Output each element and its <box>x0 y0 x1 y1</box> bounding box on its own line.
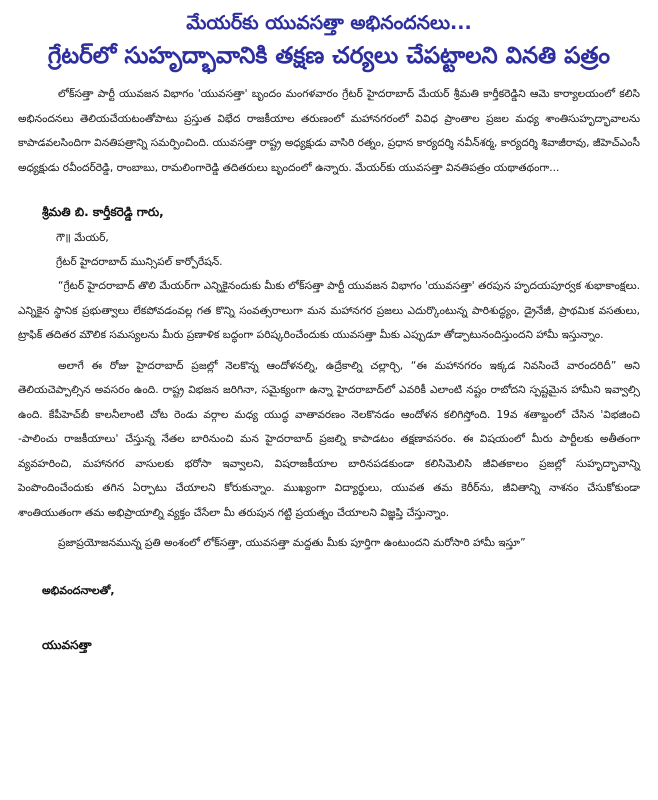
article-kicker: మేయర్‌కు యువసత్తా అభినందనలు... <box>186 12 472 34</box>
letter-address-line: గౌ॥ మేయర్, <box>56 232 109 244</box>
article-title: గ్రేటర్‌లో సుహృద్భావానికి తక్షణ చర్యలు చేపట్టాలని వినతి పత్రం <box>47 43 611 69</box>
letter-salutation: శ్రీమతి బి. కార్తీకరెడ్డి గారు, <box>42 205 164 219</box>
letter-paragraph: ప్రజాప్రయోజనమున్న ప్రతి అంశంలో లోక్‌సత్తా, యువసత్తా మద్దతు మీకు పూర్తిగా ఉంటుందని మరోసారి హామీ ఇస్తూ” <box>58 537 526 549</box>
letter-paragraph: “గ్రేటర్ హైదరాబాద్ తొలి మేయర్‌గా ఎన్నికైనందుకు మీకు లోక్‌సత్తా పార్టీ యువజన విభాగం 'యువసత్తా' తరపున హృదయపూర్వక శుభాకాంక్షలు. ఎన్నికైన స్థానిక ప్రభుత్వాలు లేకపోవడంవల్ల గత కొన్ని సంవత్సరాలుగా మన మహానగర ప్రజలు ఎదుర్కొంటున్న పారిశుద్ధ్యం, డ్రైనేజీ, ప్రాథమిక వసతులు, ట్రాఫిక్ తదితర మౌలిక సమస్యలను మీరు ప్రణాళిక బద్ధంగా పరిష్కరించేందుకు యువసత్తా మీకు ఎప్పుడూ తోడ్పాటునందిస్తుందని హామీ ఇస్తున్నాం. <box>18 280 640 341</box>
intro-paragraph: లోక్‌సత్తా పార్టీ యువజన విభాగం 'యువసత్తా' బృందం మంగళవారం గ్రేటర్ హైదరాబాద్ మేయర్ శ్రీమతి కార్తీకరెడ్డిని ఆమె కార్యాలయంలో కలిసి అభినందనలు తెలియచేయటంతోపాటు ప్రస్తుత విభేద రాజకీయాల తరుణంలో మహానగరంలో వివిధ ప్రాంతాల ప్రజల మధ్య శాంతిసుహృద్భావాలను కాపాడవలసిందిగా వినతిపత్రాన్ని సమర్పించింది. యువసత్తా రాష్ట్ర అధ్యక్షుడు వాసిరి రత్నం, ప్రధాన కార్యదర్శి నవీన్‌శర్మ, కార్యదర్శి శివాజీరావు, జీహెచ్ఎంసీ అధ్యక్షుడు రవీందర్‌రెడ్డి, రాంబాబు, రామలింగారెడ్డి తదితరులు బృందంలో ఉన్నారు. మేయర్‌కు యువసత్తా వినతిపత్రం యథాతథంగా... <box>18 88 640 174</box>
letter-address-line: గ్రేటర్ హైదరాబాద్ మున్సిపల్ కార్పోరేషన్. <box>56 256 223 268</box>
letter-signature: యువసత్తా <box>42 637 92 652</box>
letter-closing: అభివందనాలతో, <box>42 583 115 597</box>
letter-paragraph: అలాగే ఈ రోజు హైదరాబాద్ ప్రజల్లో నెలకొన్న ఆందోళనల్ని, ఉద్రేకాల్ని చల్లార్చి, “ఈ మహానగరం ఇక్కడ నివసించే వారందరిదీ” అని తెలియచెప్పాల్సిన అవసరం ఉంది. రాష్ట్ర విభజన జరిగినా, సమైక్యంగా ఉన్నా హైదరాబాద్‌లో ఎవరికీ ఎలాంటి నష్టం రాబోదని స్పష్టమైన హామీని ఇవ్వాల్సి ఉంది. కేపీహెచ్‌బీ కాలనీలాంటి చోట రెండు వర్గాల మధ్య యుద్ధ వాతావరణం నెలకొనడం ఆందోళన కలిగిస్తోంది. 19వ శతాబ్దంలో చేసిన 'విభజించి -పాలించు రాజకీయాలు' చేస్తున్న నేతల బారినుంచి మన హైదరాబాద్ ప్రజల్ని కాపాడటం తక్షణావసరం. ఈ విషయంలో మీరు పార్టీలకు అతీతంగా వ్యవహరించి, మహానగర వాసులకు భరోసా ఇవ్వాలని, విషరాజకీయాల బారినపడకుండా కలిసిమెలిసి జీవితకాలం ప్రజల్లో సుహృద్భావాన్ని పెంపొందించేందుకు తగిన ఏర్పాటు చేయాలని కోరుకున్నాం. ముఖ్యంగా విద్యార్థులు, యువత తమ కెరీర్‌ను, జీవితాన్ని నాశనం చేసుకోకుండా శాంతియుతంగా తమ అభిప్రాయాల్ని వ్యక్తం చేసేలా మీ తరుపున గట్టి ప్రయత్నం చేయాలని విజ్ఞప్తి చేస్తున్నాం. <box>18 359 640 519</box>
